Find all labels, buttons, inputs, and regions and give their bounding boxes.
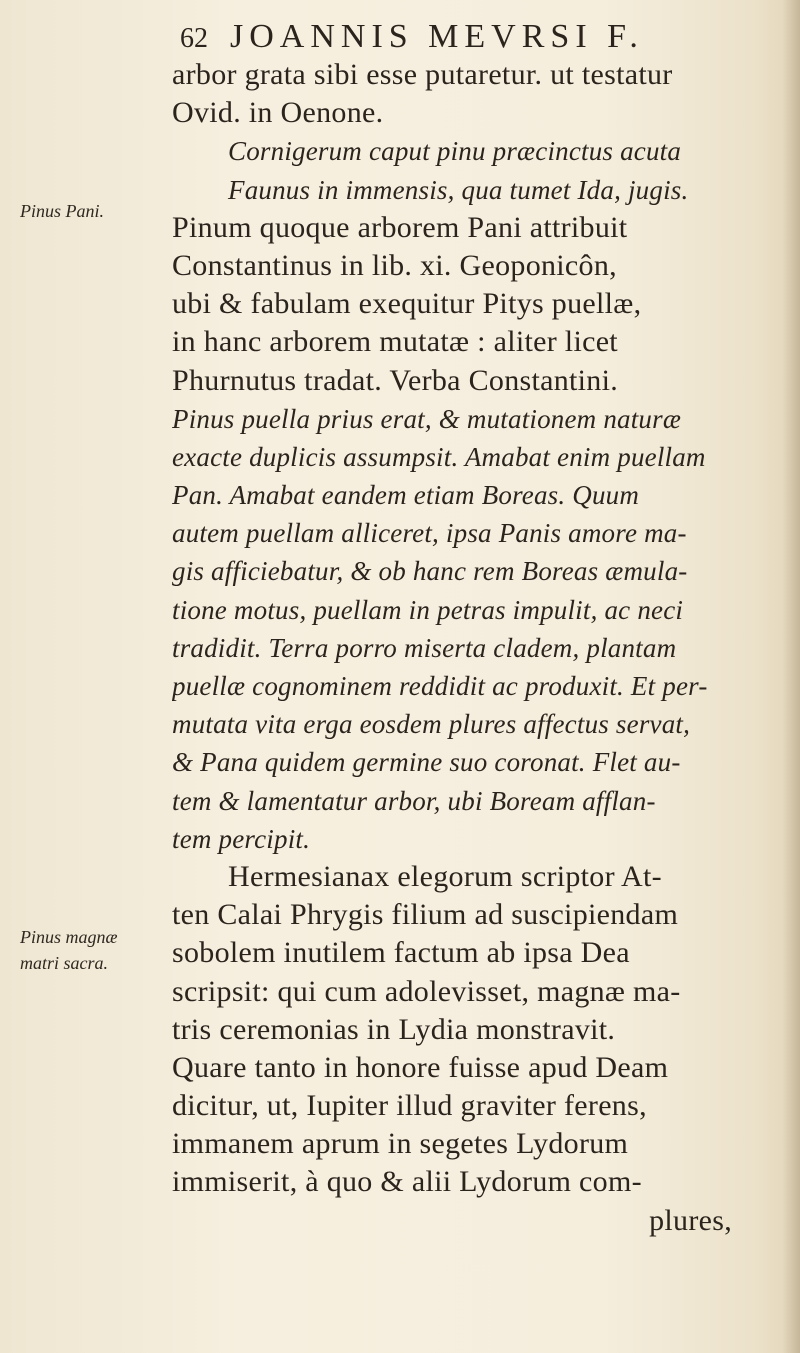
margin-note-pinus-pani: Pinus Pani.	[20, 201, 104, 221]
text-line: Hermesianax elegorum scriptor At-	[228, 859, 662, 893]
quote-line: exacte duplicis assumpsit. Amabat enim puellam	[172, 441, 706, 472]
quote-line: puellæ cognominem reddidit ac produxit. Et per-	[172, 671, 708, 701]
margin-note-matri-sacra: matri sacra.	[20, 953, 109, 973]
catchword: plures,	[649, 1203, 732, 1237]
text-line: immiserit, à quo & alii Lydorum com-	[172, 1165, 642, 1199]
text-line: Quare tanto in honore fuisse apud Deam	[172, 1050, 669, 1084]
quote-line: mutata vita erga eosdem plures affectus servat,	[172, 709, 691, 740]
verse-line: Faunus in immensis, qua tumet Ida, jugis.	[228, 174, 689, 205]
quote-line: Pan. Amabat eandem etiam Boreas. Quum	[172, 480, 640, 511]
text-line: dicitur, ut, Iupiter illud graviter ferens,	[172, 1089, 647, 1123]
text-line: in hanc arborem mutatæ : aliter licet	[172, 325, 618, 359]
running-head: JOANNIS MEVRSI F.	[230, 18, 644, 55]
text-line: scripsit: qui cum adolevisset, magnæ ma-	[172, 974, 681, 1008]
quote-line: tem percipit.	[172, 823, 311, 854]
quote-line: & Pana quidem germine suo coronat. Flet au-	[172, 747, 681, 778]
page-edge-shadow	[782, 0, 800, 1353]
text-line: Pinum quoque arborem Pani attribuit	[172, 210, 628, 244]
text-line: Constantinus in lib. xi. Geoponicôn,	[172, 248, 617, 282]
text-line: tris ceremonias in Lydia monstravit.	[172, 1012, 616, 1046]
quote-line: tem & lamentatur arbor, ubi Boream afflan-	[172, 785, 656, 816]
quote-line: Pinus puella prius erat, & mutationem naturæ	[172, 403, 682, 434]
quote-line: tradidit. Terra porro miserta cladem, plantam	[172, 632, 677, 663]
quote-line: tione motus, puellam in petras impulit, ac neci	[172, 594, 684, 625]
text-line: immanem aprum in segetes Lydorum	[172, 1127, 629, 1161]
margin-note-pinus-magnae: Pinus magnæ	[20, 927, 118, 947]
text-line: arbor grata sibi esse putaretur. ut testatur	[172, 58, 673, 91]
text-line: ubi & fabulam exequitur Pitys puellæ,	[172, 287, 642, 321]
text-line: Ovid. in Oenone.	[172, 96, 384, 130]
text-line: ten Calai Phrygis filium ad suscipiendam	[172, 898, 679, 932]
verse-line: Cornigerum caput pinu præcinctus acuta	[228, 136, 682, 167]
text-line: Phurnutus tradat. Verba Constantini.	[172, 363, 619, 397]
main-text	[172, 56, 772, 1240]
text-line: sobolem inutilem factum ab ipsa Dea	[172, 936, 630, 970]
quote-line: autem puellam alliceret, ipsa Panis amore ma-	[172, 518, 687, 549]
quote-line: gis afficiebatur, & ob hanc rem Boreas æmula-	[172, 556, 688, 587]
page-number: 62	[180, 23, 208, 54]
